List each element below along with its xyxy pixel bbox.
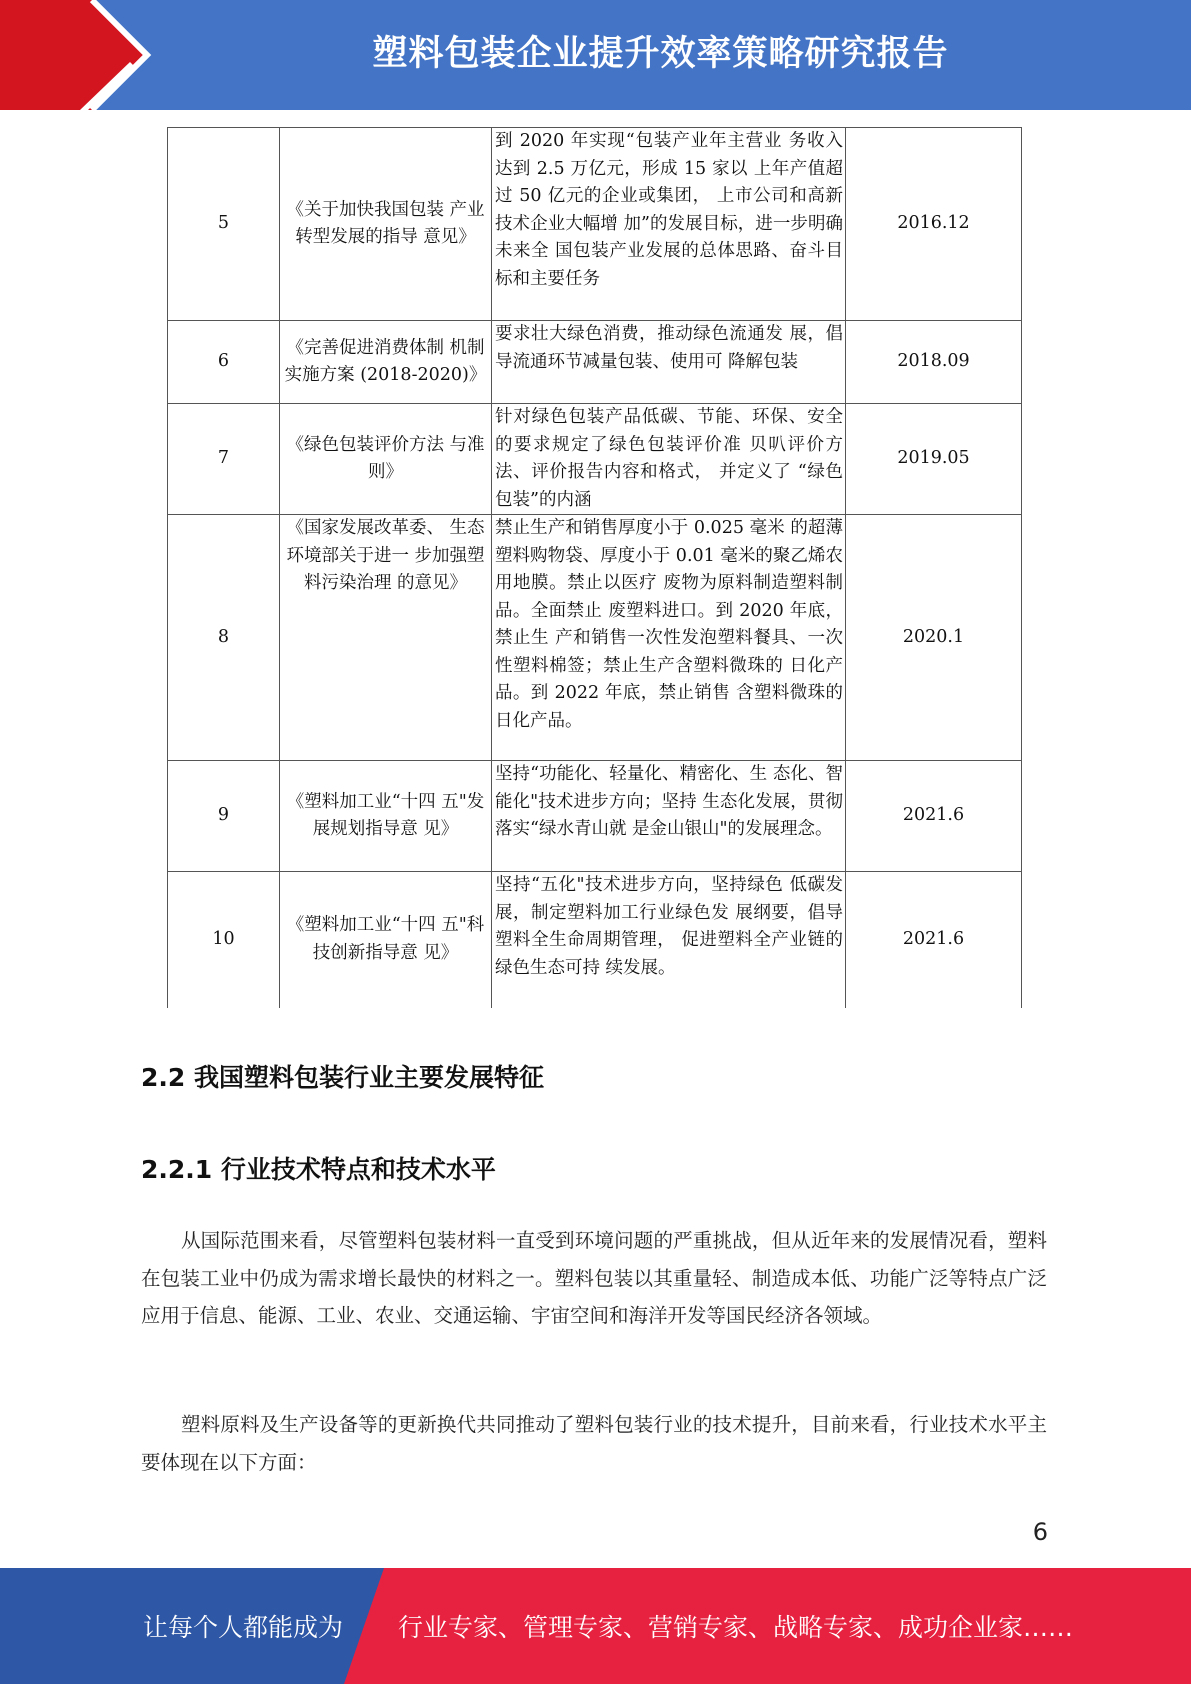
- body-paragraph: 从国际范围来看，尽管塑料包装材料一直受到环境问题的严重挑战，但从近年来的发展情况看，塑料在包装工业中仍成为需求增长最快的材料之一。塑料包装以其重量轻、制造成本低、功能广泛等特点广泛应用于信息、能源、工业、农业、交通运输、宇宙空间和海洋开发等国民经济各领域。: [141, 1229, 1047, 1327]
- policy-date: 2018.09: [846, 321, 1022, 404]
- row-number: 9: [168, 761, 280, 872]
- policy-date: 2019.05: [846, 404, 1022, 515]
- policy-content: 坚持“功能化、轻量化、精密化、生 态化、智能化"技术进步方向；坚持 生态化发展，贯彻落实“绿水青山就 是金山银山"的发展理念。: [492, 761, 846, 872]
- policy-name: 《塑料加工业“十四 五"发展规划指导意 见》: [280, 761, 492, 872]
- row-number: 10: [168, 872, 280, 1008]
- policy-table: [167, 127, 1022, 1008]
- table-row: [168, 515, 1022, 761]
- policy-name: 《塑料加工业“十四 五"科技创新指导意 见》: [280, 872, 492, 1008]
- policy-content: 禁止生产和销售厚度小于 0.025 毫米 的超薄塑料购物袋、厚度小于 0.01 毫米的聚乙烯农用地膜。禁止以医疗 废物为原料制造塑料制品。全面禁止 废塑料进口。到 2020 年底，禁止生 产和销售一次性发泡塑料餐具、一次 性塑料棉签；禁止生产含塑料微珠的 日化产品。到 2022 年底，禁止销售 含塑料微珠的日化产品。: [492, 515, 846, 761]
- policy-name: 《完善促进消费体制 机制实施方案 (2018-2020)》: [280, 321, 492, 404]
- policy-date: 2016.12: [846, 128, 1022, 321]
- policy-content: 到 2020 年实现“包装产业年主营业 务收入达到 2.5 万亿元，形成 15 家以 上年产值超过 50 亿元的企业或集团， 上市公司和高新技术企业大幅增 加”的发展目标，进一步明确未来全 国包装产业发展的总体思路、奋斗目 标和主要任务: [492, 128, 846, 321]
- page-number: 6: [1032, 1518, 1048, 1546]
- footer-slogan-right: 行业专家、管理专家、营销专家、战略专家、成功企业家……: [398, 1613, 1074, 1642]
- table-row: [168, 128, 1022, 321]
- table-row: [168, 872, 1022, 1008]
- table-row: [168, 404, 1022, 515]
- page-footer: [0, 1568, 1191, 1684]
- table-row: [168, 761, 1022, 872]
- row-number: 8: [168, 515, 280, 761]
- policy-name: 《绿色包装评价方法 与准则》: [280, 404, 492, 515]
- policy-date: 2021.6: [846, 872, 1022, 1008]
- policy-name: 《关于加快我国包装 产业转型发展的指导 意见》: [280, 128, 492, 321]
- policy-date: 2021.6: [846, 761, 1022, 872]
- body-paragraph: 塑料原料及生产设备等的更新换代共同推动了塑料包装行业的技术提升，目前来看，行业技术水平主要体现在以下方面：: [141, 1413, 1047, 1474]
- row-number: 6: [168, 321, 280, 404]
- page-header: [0, 0, 1191, 110]
- policy-content: 要求壮大绿色消费，推动绿色流通发 展，倡导流通环节减量包装、使用可 降解包装: [492, 321, 846, 404]
- policy-name: 《国家发展改革委、 生态环境部关于进一 步加强塑料污染治理 的意见》: [280, 515, 492, 761]
- policy-date: 2020.1: [846, 515, 1022, 761]
- table-row: [168, 321, 1022, 404]
- policy-content: 坚持“五化"技术进步方向，坚持绿色 低碳发展，制定塑料加工行业绿色发 展纲要，倡导塑料全生命周期管理， 促进塑料全产业链的绿色生态可持 续发展。: [492, 872, 846, 1008]
- subsection-heading: 2.2.1 行业技术特点和技术水平: [141, 1155, 496, 1184]
- footer-slogan-left: 让每个人都能成为: [143, 1613, 344, 1642]
- report-title: 塑料包装企业提升效率策略研究报告: [372, 34, 949, 74]
- policy-content: 针对绿色包装产品低碳、节能、环保、安全的要求规定了绿色包装评价准 贝叭评价方法、评价报告内容和格式， 并定义了 “绿色包装”的内涵: [492, 404, 846, 515]
- row-number: 7: [168, 404, 280, 515]
- section-heading: 2.2 我国塑料包装行业主要发展特征: [141, 1063, 544, 1092]
- row-number: 5: [168, 128, 280, 321]
